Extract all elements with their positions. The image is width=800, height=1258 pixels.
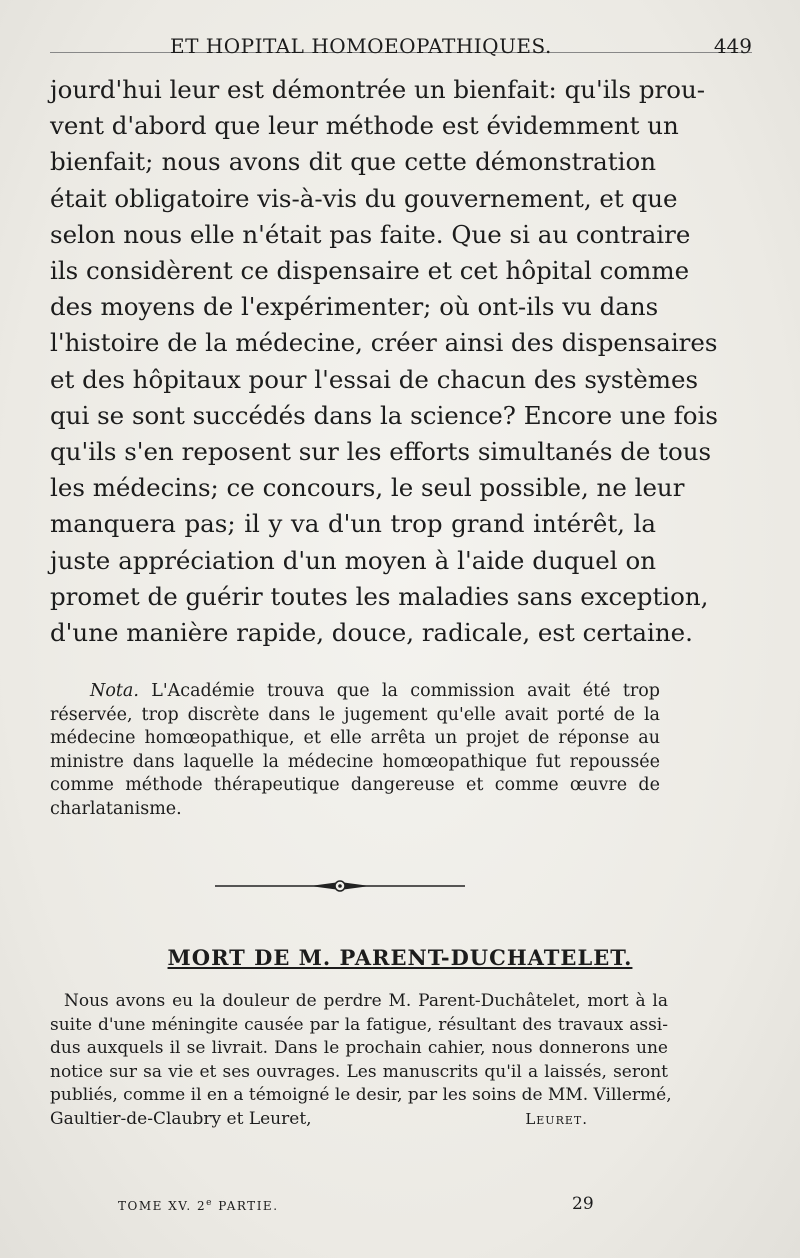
main-paragraph [50,72,718,651]
text-line: d'une manière rapide, douce, radicale, est certaine. [50,618,693,648]
text-line: était obligatoire vis-à-vis du gouvernement, et que [50,183,678,213]
page-footer [0,1194,800,1218]
text-line: promet de guérir toutes les maladies sans exception, [50,581,709,611]
text-line: qu'ils s'en reposent sur les efforts simultanés de tous [50,437,712,467]
obituary-paragraph [50,990,672,1131]
note-label: Nota. [90,681,139,701]
text-line: jourd'hui leur est démontrée un bienfait: qu'ils prou- [50,75,706,104]
section-title: MORT DE M. PARENT-DUCHATELET. [167,945,633,970]
obituary-line: notice sur sa vie et ses ouvrages. Les manuscrits qu'il a laissés, seront [50,1061,668,1082]
signature-mark-volume: TOME XV. 2 [118,1199,207,1213]
signature-mark [118,1198,279,1213]
text-line: les médecins; ce concours, le seul possible, ne leur [50,473,685,503]
text-line: des moyens de l'expérimenter; où ont-ils vu dans [50,292,659,322]
note-line: médecine homœopathique, et elle arrêta un projet de réponse au [50,728,660,748]
sheet-number: 29 [572,1194,594,1214]
text-line: qui se sont succédés dans la science? Encore une fois [50,400,718,430]
text-line: ils considèrent ce dispensaire et cet hôpital comme [50,256,690,286]
note-line: charlatanisme. [50,798,182,819]
author-signature: Leuret. [525,1109,588,1128]
note-first-line [50,680,660,704]
text-line: juste appréciation d'un moyen à l'aide duquel on [50,545,656,575]
signature-mark-sup: e [206,1198,213,1208]
text-line: et des hôpitaux pour l'essai de chacun des systèmes [50,364,699,394]
text-line: bienfait; nous avons dit que cette démonstration [50,147,656,177]
text-line: manquera pas; il y va d'un trop grand intérêt, la [50,509,656,539]
obituary-line: suite d'une méningite causée par la fatigue, résultant des travaux assi- [50,1014,668,1035]
obituary-line: publiés, comme il en a témoigné le desir, par les soins de MM. Villermé, [50,1085,672,1105]
nota-paragraph [50,680,660,821]
signature-mark-part: PARTIE. [212,1199,279,1213]
note-line: réservée, trop discrète dans le jugement qu'elle avait porté de la [50,704,660,725]
text-line: selon nous elle n'était pas faite. Que si au contraire [50,219,691,249]
note-line: ministre dans laquelle la médecine homœopathique fut repoussée [50,751,660,772]
page-number: 449 [713,34,752,58]
ornamental-divider [215,876,465,896]
page-header [50,30,752,66]
text-line: l'histoire de la médecine, créer ainsi des dispensaires [50,328,718,358]
running-title: ET HOPITAL HOMOEOPATHIQUES. [170,34,552,58]
obituary-line: Nous avons eu la douleur de perdre M. Parent-Duchâtelet, mort à la [64,991,668,1011]
obituary-last-line [50,1108,668,1132]
note-line: comme méthode thérapeutique dangereuse et comme œuvre de [50,775,660,795]
obituary-line-text: Gaultier-de-Claubry et Leuret, [50,1108,312,1129]
text-line: vent d'abord que leur méthode est évidemment un [50,111,679,141]
note-text: L'Académie trouva que la commission avait été trop [151,681,660,701]
obituary-line: dus auxquels il se livrait. Dans le prochain cahier, nous donnerons une [50,1038,668,1058]
